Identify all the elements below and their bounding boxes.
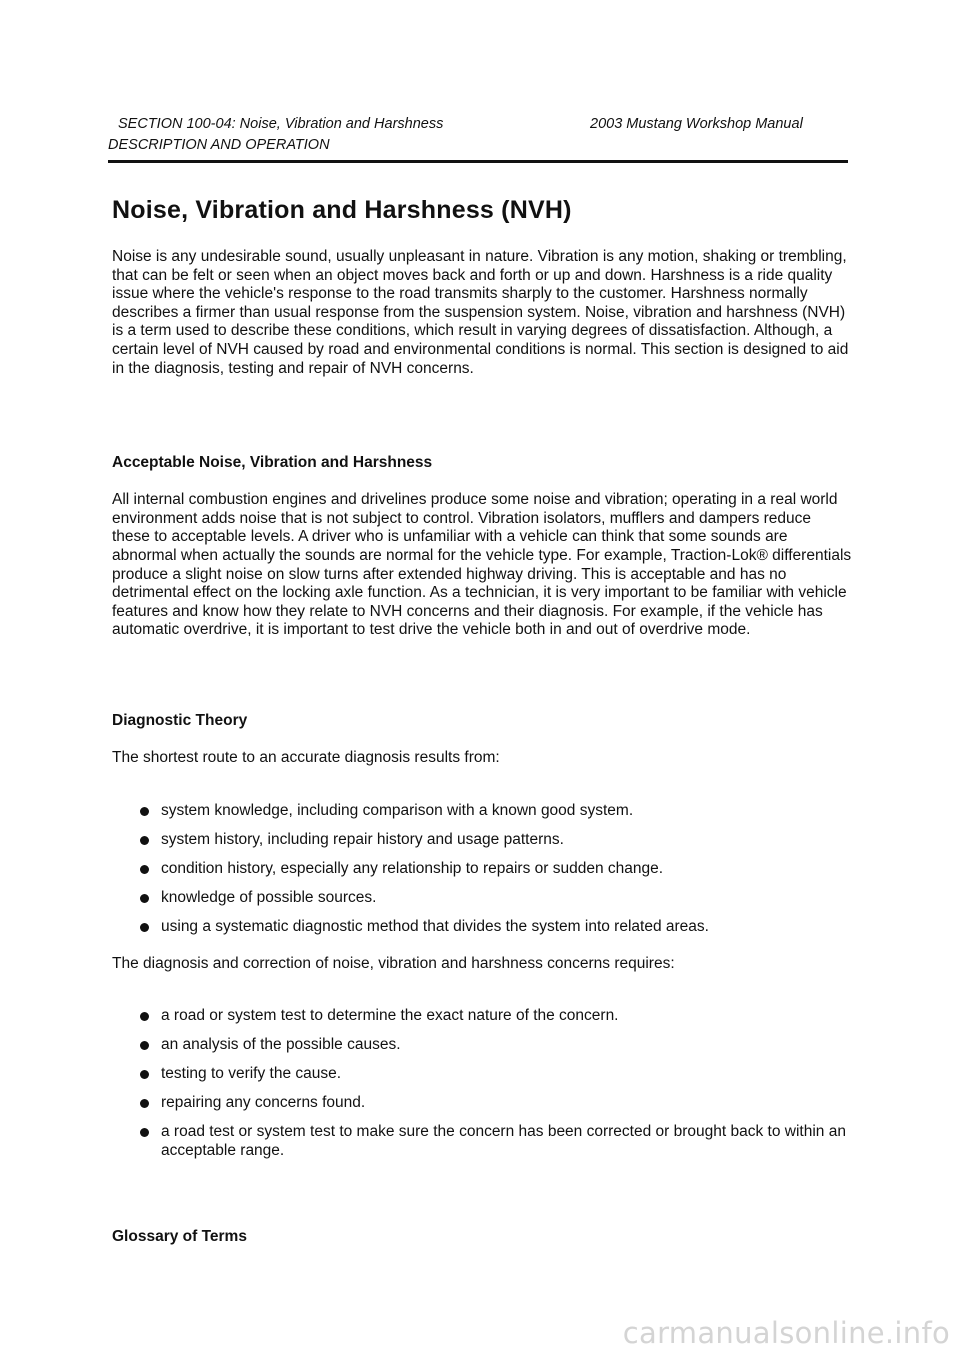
- acceptable-paragraph: All internal combustion engines and drivelines produce some noise and vibration; operating in a real world environment adds noise that is not subject to control. Vibration isolators, mufflers and dampers reduce these to acceptable levels. A driver who is unfamiliar with a vehicle can think that some sounds are abnormal when actually the sounds are normal for the vehicle type. For example, Traction-Lok® differentials produce a slight noise on slow turns after extended highway driving. This is acceptable and has no detrimental effect on the locking axle function. As a technician, it is very important to be familiar with vehicle features and know how they relate to NVH concerns and their diagnosis. For example, if the vehicle has automatic overdrive, it is important to test drive the vehicle both in and out of overdrive mode.: [112, 491, 852, 639]
- acceptable-heading: Acceptable Noise, Vibration and Harshness: [112, 454, 433, 472]
- watermark: carmanualsonline.info: [622, 1316, 950, 1350]
- spacer: [112, 974, 852, 1007]
- intro-paragraph: Noise is any undesirable sound, usually unpleasant in nature. Vibration is any motion, shaking or trembling, that can be felt or seen when an object moves back and forth or up and down. Harshness is a ride quality issue where the vehicle's response to the road transmits sharply to the customer. Harshness normally describes a firmer than usual response from the suspension system. Noise, vibration and harshness (NVH) is a term used to describe these conditions, which result in varying degrees of dissatisfaction. Although, a certain level of NVH caused by road and environmental conditions is normal. This section is designed to aid in the diagnosis, testing and repair of NVH concerns.: [112, 248, 849, 377]
- bullet-dot-icon: [140, 1012, 149, 1021]
- list-item-text: condition history, especially any relationship to repairs or sudden change.: [161, 859, 664, 877]
- page-title: Noise, Vibration and Harshness (NVH): [112, 196, 572, 224]
- bullet-dot-icon: [140, 1041, 149, 1050]
- diagnostic-intro: The shortest route to an accurate diagnosis results from:: [112, 748, 500, 766]
- list-item: [140, 918, 852, 937]
- bullet-dot-icon: [140, 836, 149, 845]
- list-item: [140, 860, 852, 879]
- spacer: [112, 768, 852, 802]
- list-item: [140, 1065, 852, 1084]
- bullet-dot-icon: [140, 865, 149, 874]
- spacer: [112, 640, 852, 711]
- diagnostic-intro-2: The diagnosis and correction of noise, vibration and harshness concerns requires:: [112, 954, 675, 972]
- page-header: [108, 114, 848, 153]
- bullet-dot-icon: [140, 1128, 149, 1137]
- list-item: [140, 831, 852, 850]
- list-item: [140, 1036, 852, 1055]
- bullet-dot-icon: [140, 807, 149, 816]
- bullet-dot-icon: [140, 1099, 149, 1108]
- diagnostic-heading: Diagnostic Theory: [112, 711, 248, 729]
- header-section: SECTION 100-04: Noise, Vibration and Harshness: [118, 116, 444, 132]
- list-item-text: repairing any concerns found.: [161, 1093, 366, 1111]
- page-content: [112, 194, 852, 1247]
- list-item-text: system knowledge, including comparison with a known good system.: [161, 801, 634, 819]
- list-item: [140, 1094, 852, 1113]
- header-manual-title: 2003 Mustang Workshop Manual: [590, 116, 803, 132]
- list-item-text: a road or system test to determine the exact nature of the concern.: [161, 1006, 619, 1024]
- list-item: [140, 802, 852, 821]
- bullet-dot-icon: [140, 894, 149, 903]
- list-item-text: using a systematic diagnostic method that divides the system into related areas.: [161, 917, 709, 935]
- bullet-dot-icon: [140, 923, 149, 932]
- glossary-heading: Glossary of Terms: [112, 1227, 247, 1245]
- list-item: [140, 889, 852, 908]
- list-item: [140, 1007, 852, 1026]
- header-rule: [108, 160, 848, 163]
- list-item: [140, 1123, 852, 1160]
- spacer: [112, 473, 852, 491]
- header-subtitle: DESCRIPTION AND OPERATION: [108, 137, 330, 153]
- list-item-text: an analysis of the possible causes.: [161, 1035, 401, 1053]
- spacer: [112, 731, 852, 749]
- diagnostic-bullet-list: [112, 802, 852, 937]
- correction-bullet-list: [112, 1007, 852, 1161]
- bullet-dot-icon: [140, 1070, 149, 1079]
- list-item-text: testing to verify the cause.: [161, 1064, 342, 1082]
- spacer: [112, 378, 852, 453]
- list-item-text: system history, including repair history and usage patterns.: [161, 830, 564, 848]
- list-item-text: knowledge of possible sources.: [161, 888, 377, 906]
- spacer: [112, 947, 852, 955]
- spacer: [112, 1171, 852, 1227]
- header-line: [108, 114, 848, 134]
- list-item-text: a road test or system test to make sure the concern has been corrected or brought back to within an acceptable range.: [161, 1122, 846, 1159]
